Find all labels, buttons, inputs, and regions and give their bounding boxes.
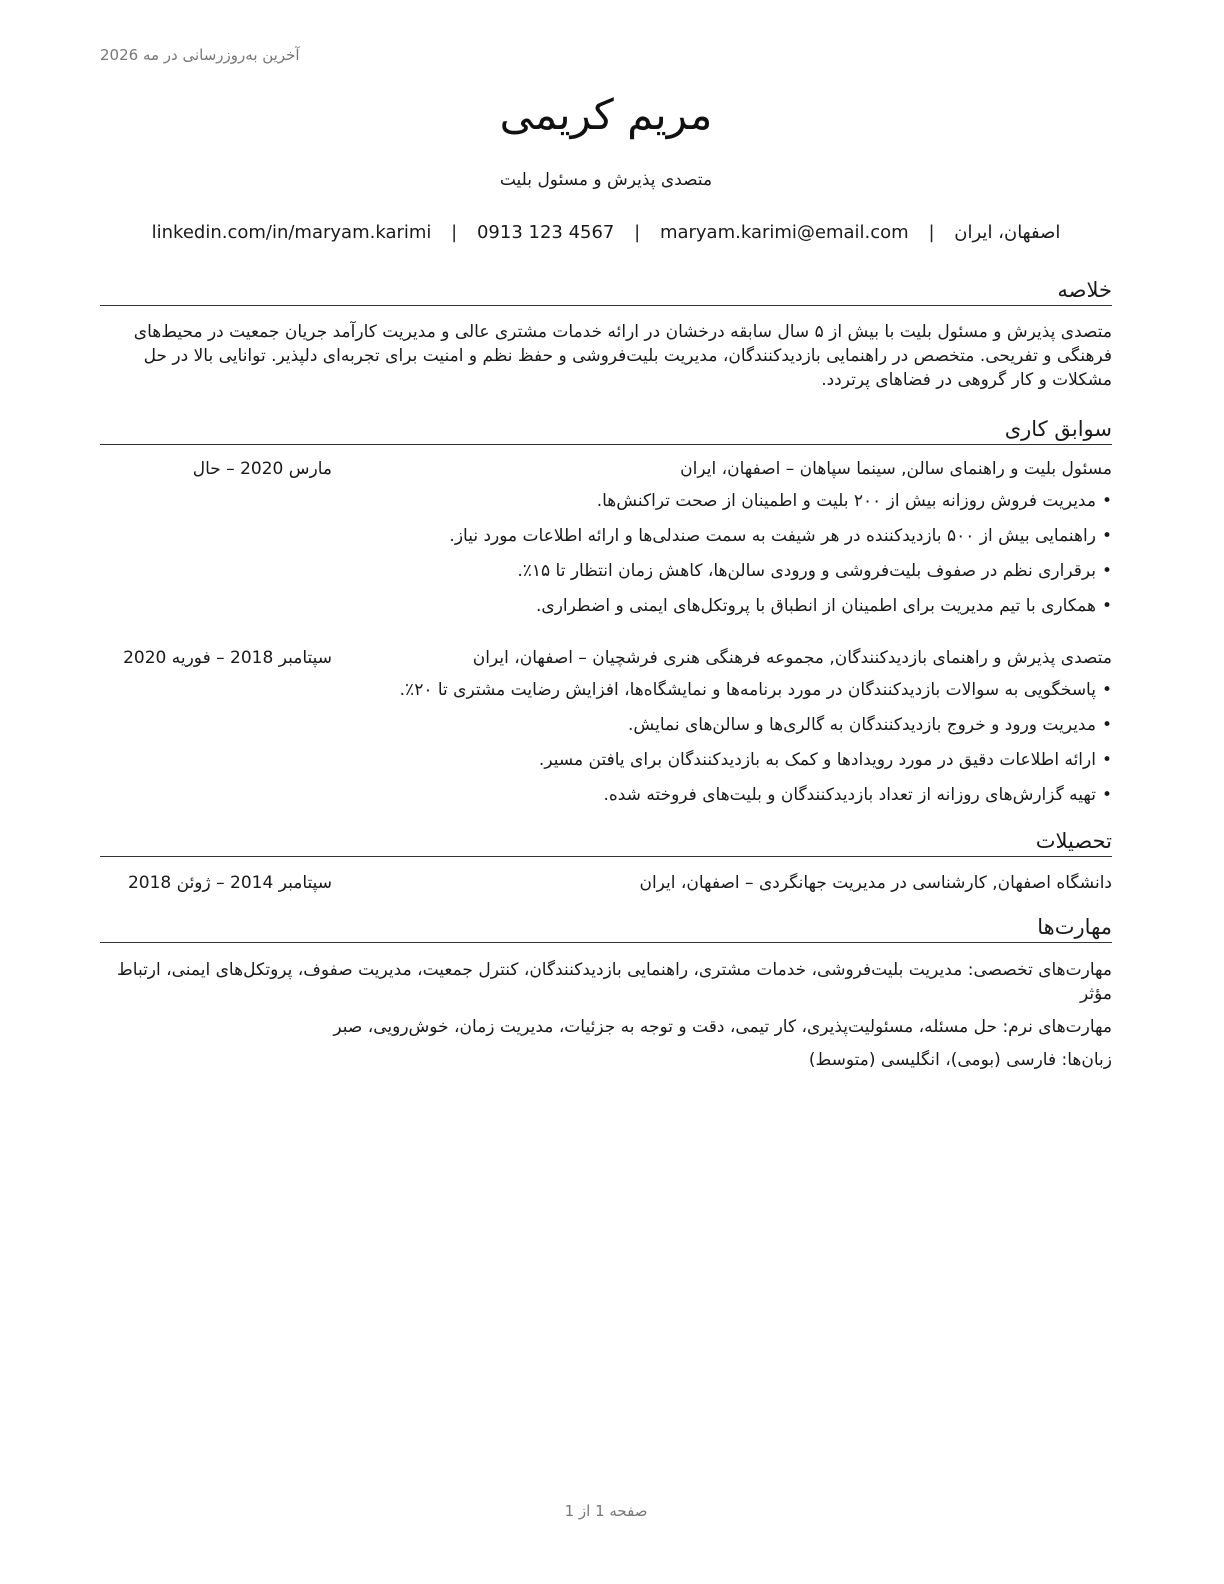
candidate-headline: متصدی پذیرش و مسئول بلیت: [499, 170, 713, 190]
list-item: [100, 748, 1112, 783]
education-section-title: تحصیلات: [100, 828, 1112, 857]
job-bullets: [100, 489, 1112, 629]
bullet-text: مدیریت فروش روزانه بیش از ۲۰۰ بلیت و اطمینان از صحت تراکنش‌ها.: [596, 491, 1096, 511]
last-updated: آخرین به‌روزرسانی در مه 2026: [100, 46, 300, 64]
education-dates: سپتامبر 2014 – ژوئن 2018: [127, 873, 332, 893]
list-item: [100, 713, 1112, 748]
bullet-text: همکاری با تیم مدیریت برای اطمینان از انطباق با پروتکل‌های ایمنی و اضطراری.: [536, 596, 1096, 616]
bullet-text: برقراری نظم در صفوف بلیت‌فروشی و ورودی سالن‌ها، کاهش زمان انتظار تا ۱۵٪.: [517, 561, 1096, 581]
list-item: [100, 783, 1112, 818]
contact-separator: |: [451, 222, 458, 243]
skills-languages: زبان‌ها: فارسی (بومی)، انگلیسی (متوسط): [808, 1050, 1112, 1070]
education-degree: دانشگاه اصفهان, کارشناسی در مدیریت جهانگردی – اصفهان، ایران: [639, 873, 1112, 893]
bullet-text: ارائه اطلاعات دقیق در مورد رویدادها و کمک به بازدیدکنندگان برای یافتن مسیر.: [538, 750, 1096, 770]
job-title: مسئول بلیت و راهنمای سالن, سینما سپاهان – اصفهان، ایران: [680, 459, 1112, 479]
contact-email[interactable]: maryam.karimi@email.com: [659, 222, 909, 243]
bullet-glyph: •: [1101, 561, 1112, 581]
list-item: [100, 524, 1112, 559]
candidate-name: مریم کریمی: [499, 90, 713, 139]
skills-soft: مهارت‌های نرم: حل مسئله، مسئولیت‌پذیری، کار تیمی، دقت و توجه به جزئیات، مدیریت زمان، خوش‌رویی، صبر: [333, 1017, 1112, 1037]
contact-separator: |: [928, 222, 935, 243]
summary-section-title: خلاصه: [100, 277, 1112, 306]
job-entry-header: [100, 459, 1112, 483]
bullet-glyph: •: [1101, 596, 1112, 616]
bullet-glyph: •: [1101, 785, 1112, 805]
bullet-glyph: •: [1101, 526, 1112, 546]
job-title: متصدی پذیرش و راهنمای بازدیدکنندگان, مجموعه فرهنگی هنری فرشچیان – اصفهان، ایران: [472, 648, 1112, 668]
contact-location: اصفهان، ایران: [954, 222, 1061, 243]
bullet-glyph: •: [1101, 750, 1112, 770]
job-bullets: [100, 678, 1112, 818]
summary-text: متصدی پذیرش و مسئول بلیت با بیش از ۵ سال سابقه درخشان در ارائه خدمات مشتری عالی و مدیریت کارآمد جریان جمعیت در محیط‌های فرهنگی و تفریحی. متخصص در راهنمایی بازدیدکنندگان، مدیریت بلیت‌فروشی و حفظ نظم و امنیت برای تجربه‌ای دلپذیر. توانایی بالا در حل مشکلات و کار گروهی در فضاهای پرتردد.: [133, 322, 1112, 390]
skills-block: [100, 958, 1112, 1081]
skills-section-title: مهارت‌ها: [100, 914, 1112, 943]
bullet-glyph: •: [1101, 680, 1112, 700]
contact-separator: |: [634, 222, 641, 243]
list-item: [100, 678, 1112, 713]
bullet-text: تهیه گزارش‌های روزانه از تعداد بازدیدکنندگان و بلیت‌های فروخته شده.: [603, 785, 1096, 805]
contact-linkedin[interactable]: linkedin.com/in/maryam.karimi: [151, 222, 432, 243]
bullet-glyph: •: [1101, 715, 1112, 735]
experience-section-title: سوابق کاری: [100, 416, 1112, 445]
contact-line: [100, 222, 1112, 243]
bullet-text: پاسخگویی به سوالات بازدیدکنندگان در مورد برنامه‌ها و نمایشگاه‌ها، افزایش رضایت مشتری تا ۲۰٪.: [399, 680, 1096, 700]
page-number: صفحه 1 از 1: [564, 1502, 648, 1520]
job-dates: سپتامبر 2018 – فوریه 2020: [123, 648, 332, 668]
bullet-glyph: •: [1101, 491, 1112, 511]
list-item: [100, 594, 1112, 629]
bullet-text: مدیریت ورود و خروج بازدیدکنندگان به گالری‌ها و سالن‌های نمایش.: [628, 715, 1096, 735]
resume-page: [100, 0, 1112, 1584]
list-item: [100, 559, 1112, 594]
contact-phone: 0913 123 4567: [476, 222, 615, 243]
job-entry-header: [100, 648, 1112, 672]
job-dates: مارس 2020 – حال: [192, 459, 332, 479]
bullet-text: راهنمایی بیش از ۵۰۰ بازدیدکننده در هر شیفت به سمت صندلی‌ها و ارائه اطلاعات مورد نیاز.: [449, 526, 1096, 546]
education-entry: [100, 873, 1112, 897]
skills-technical: مهارت‌های تخصصی: مدیریت بلیت‌فروشی، خدمات مشتری، راهنمایی بازدیدکنندگان، کنترل جمعیت، مدیریت صفوف، پروتکل‌های ایمنی، ارتباط مؤثر: [117, 960, 1112, 1004]
list-item: [100, 489, 1112, 524]
